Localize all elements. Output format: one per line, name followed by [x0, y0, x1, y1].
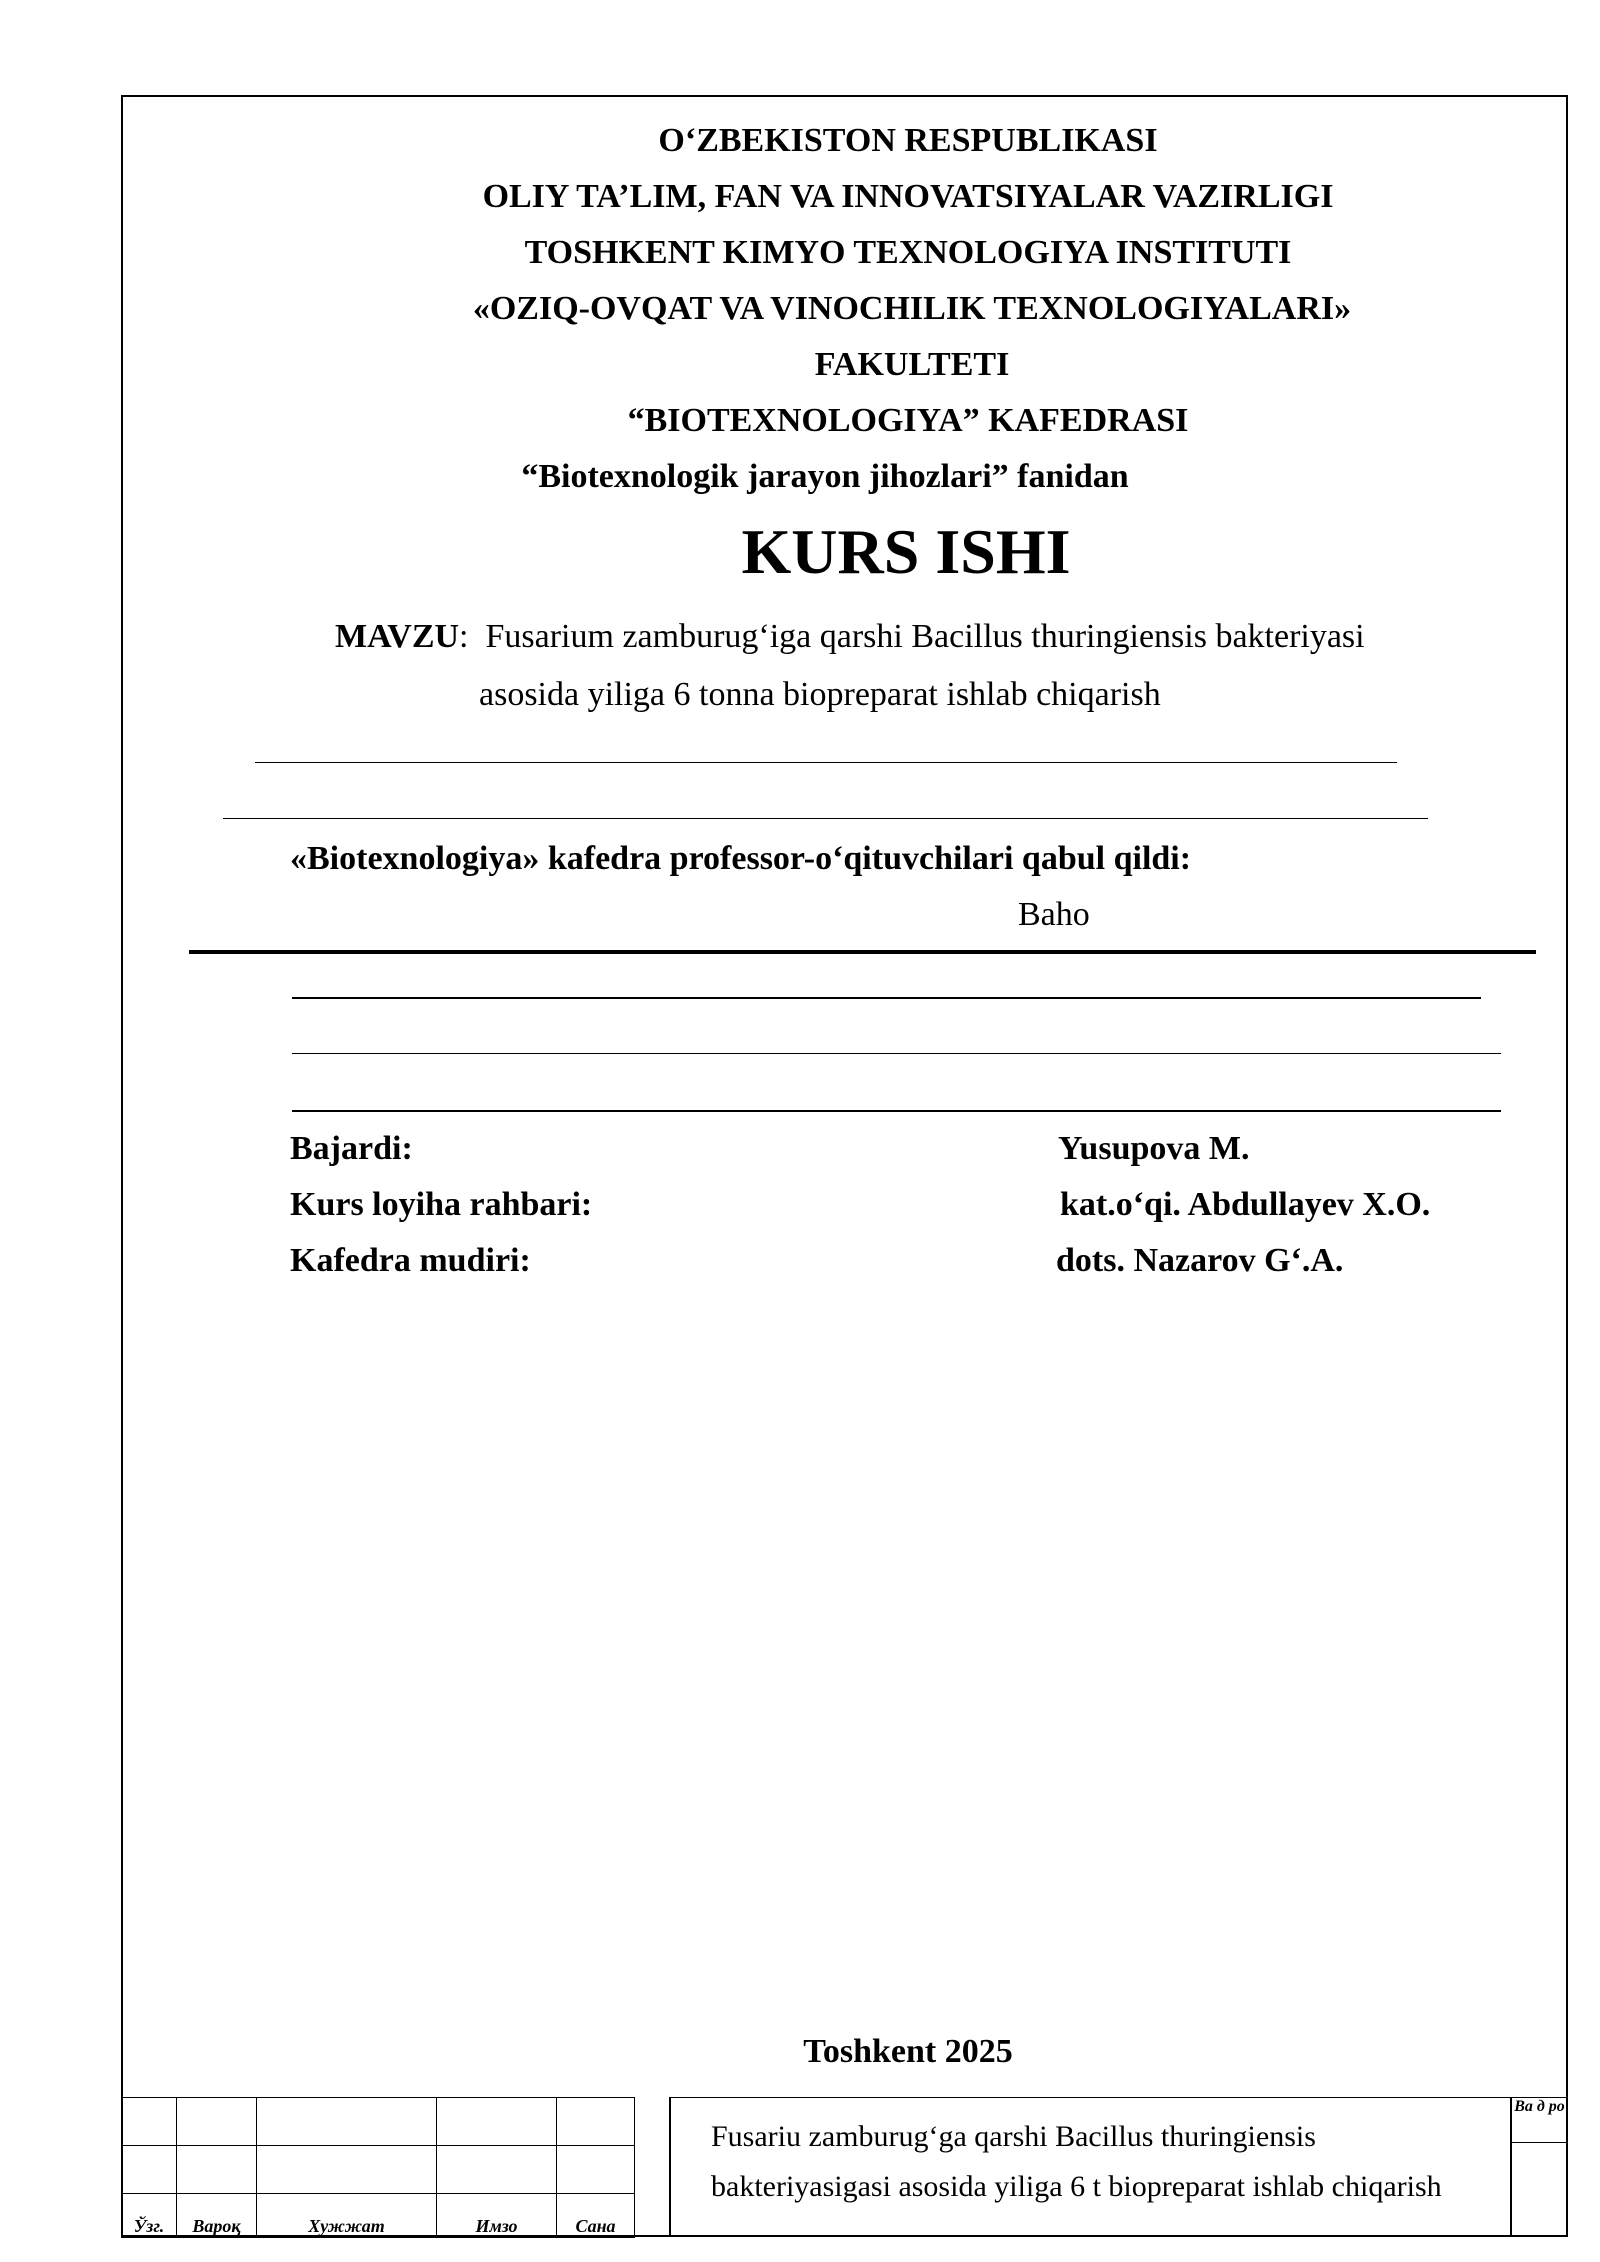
- signature-role-1: Bajardi:: [290, 1130, 413, 1167]
- stamp-sheet-box: [1511, 2097, 1568, 2237]
- signature-role-2: Kurs loyiha rahbari:: [290, 1186, 593, 1223]
- grade-label: Baho: [1018, 896, 1090, 933]
- grade-line: [189, 950, 1536, 954]
- stamp-description-line-1: Fusariu zamburug‘ga qarshi Bacillus thuringiensis: [711, 2120, 1316, 2153]
- stamp-description-line-2: bakteriyasigasi asosida yiliga 6 t biopreparat ishlab chiqarish: [711, 2170, 1442, 2203]
- header-line-1: O‘ZBEKISTON RESPUBLIKASI: [658, 122, 1158, 159]
- header-line-3: TOSHKENT KIMYO TEXNOLOGIYA INSTITUTI: [524, 234, 1292, 271]
- topic-text-1: Fusarium zamburug‘iga qarshi Bacillus thuringiensis bakteriyasi: [485, 618, 1365, 655]
- signature-role-3: Kafedra mudiri:: [290, 1242, 531, 1279]
- topic-line-2: asosida yiliga 6 tonna biopreparat ishlab chiqarish: [479, 676, 1161, 713]
- title-block-stamp: [121, 2097, 1568, 2237]
- subject-line: “Biotexnologik jarayon jihozlari” fanidan: [521, 458, 1129, 495]
- blank-line-1: [292, 997, 1481, 999]
- signature-name-2: kat.o‘qi. Abdullayev X.O.: [1060, 1186, 1431, 1223]
- header-line-5: FAKULTETI: [814, 346, 1010, 383]
- acceptance-text: «Biotexnologiya» kafedra professor-o‘qituvchilari qabul qildi:: [290, 840, 1192, 877]
- col-signature: Имзо: [437, 2194, 557, 2238]
- col-document: Хужжат: [257, 2194, 437, 2238]
- header-line-6: “BIOTEXNOLOGIYA” KAFEDRASI: [627, 402, 1189, 439]
- topic-underline-1: [255, 762, 1397, 763]
- blank-line-2: [292, 1053, 1501, 1054]
- col-date: Сана: [557, 2194, 635, 2238]
- document-title: KURS ISHI: [741, 516, 1071, 587]
- col-sheet: Вароқ: [177, 2194, 257, 2238]
- city-year: Toshkent 2025: [803, 2033, 1013, 2070]
- header-line-2: OLIY TA’LIM, FAN VA INNOVATSIYALAR VAZIRLIGI: [482, 178, 1334, 215]
- topic-label: MAVZU: [335, 618, 460, 655]
- topic-line-1: MAVZU: Fusarium zamburug‘iga qarshi Bacillus thuringiensis bakteriyasi: [335, 618, 1365, 655]
- blank-line-3: [292, 1110, 1501, 1112]
- stamp-description: [669, 2097, 1511, 2237]
- topic-underline-2: [223, 818, 1428, 819]
- signature-name-1: Yusupova M.: [1058, 1130, 1250, 1167]
- revision-table: [121, 2097, 635, 2238]
- sheet-label: Ва д ро: [1512, 2098, 1567, 2143]
- header-line-4: «OZIQ-OVQAT VA VINOCHILIK TEXNOLOGIYALARI»: [472, 290, 1352, 327]
- col-change: Ўзг.: [122, 2194, 177, 2238]
- signature-name-3: dots. Nazarov G‘.A.: [1056, 1242, 1344, 1279]
